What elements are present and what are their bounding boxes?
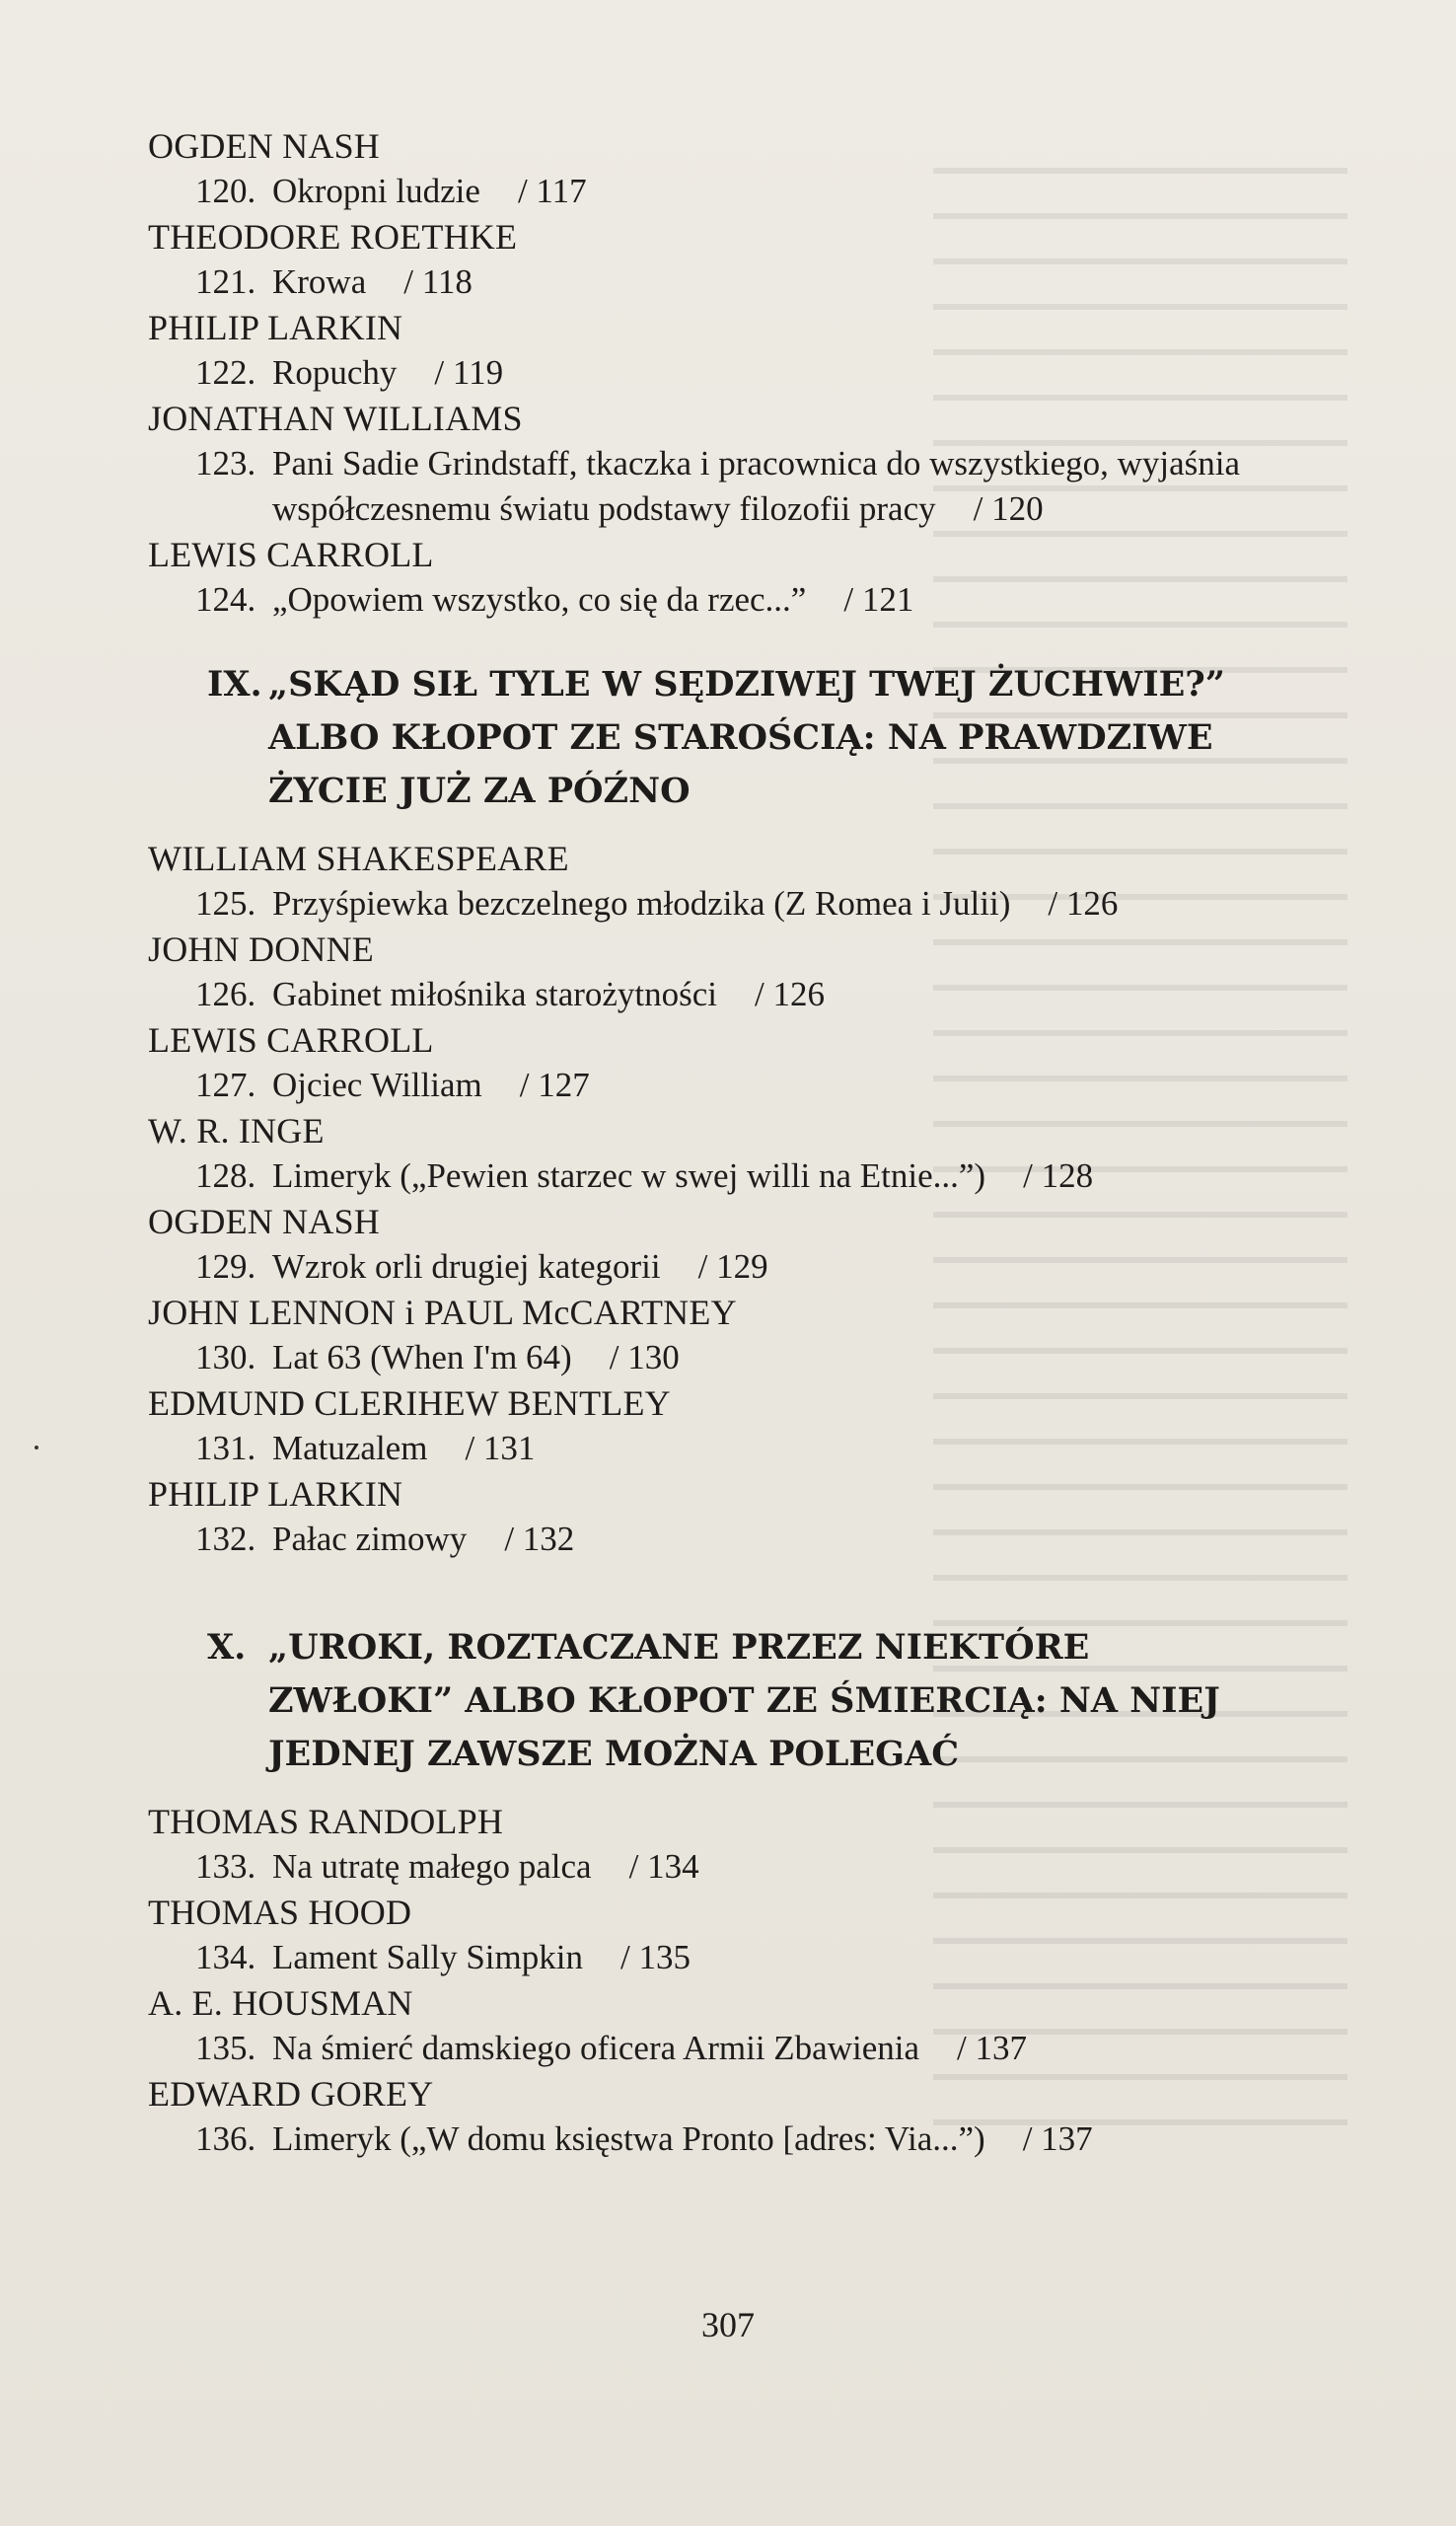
- poem-number: 136.: [195, 2119, 256, 2158]
- poem-title: Pałac zimowy: [272, 1520, 468, 1558]
- page-reference: [518, 172, 587, 210]
- page-number: 130: [627, 1338, 680, 1376]
- toc-entry: [148, 1108, 1263, 1199]
- poem-entry: [148, 1426, 1263, 1471]
- paper-speck: [35, 1446, 38, 1449]
- toc-entry: [148, 1017, 1263, 1108]
- author-name: LEWIS CARROLL: [148, 1020, 434, 1060]
- poem-number: 132.: [195, 1520, 256, 1558]
- page-reference: [698, 1247, 768, 1286]
- toc-entry: [148, 927, 1263, 1017]
- author-name: OGDEN NASH: [148, 1202, 380, 1241]
- toc-entry: [148, 1199, 1263, 1290]
- poem-entry: [148, 260, 1263, 305]
- poem-entry: [148, 1517, 1263, 1562]
- section-number: IX.: [207, 664, 262, 705]
- page-reference: [629, 1847, 699, 1886]
- page-reference: [620, 1938, 691, 1976]
- poem-number: 120.: [195, 172, 256, 210]
- separator: /: [519, 1066, 530, 1104]
- separator: /: [1023, 1156, 1033, 1195]
- author-name: JONATHAN WILLIAMS: [148, 399, 523, 438]
- poem-number: 125.: [195, 884, 256, 923]
- poem-title: Matuzalem: [272, 1429, 428, 1467]
- section-number: X.: [207, 1627, 247, 1668]
- poem-number: 130.: [195, 1338, 256, 1376]
- separator: /: [957, 2029, 967, 2067]
- separator: /: [697, 1247, 708, 1286]
- page-number: 135: [638, 1938, 691, 1976]
- separator: /: [619, 1938, 630, 1976]
- author-name: PHILIP LARKIN: [148, 1474, 403, 1514]
- separator: /: [403, 262, 413, 301]
- poem-number: 133.: [195, 1847, 256, 1886]
- section-title: „SKĄD SIŁ TYLE W SĘDZIWEJ TWEJ ŻUCHWIE?” ALBO KŁOPOT ZE STAROŚCIĄ: NA PRAWDZIWE ŻYCIE JUŻ ZA PÓŹNO: [268, 664, 1225, 811]
- separator: /: [465, 1429, 475, 1467]
- page-reference: [504, 1520, 574, 1558]
- page-number: 131: [482, 1429, 536, 1467]
- poem-entry: [148, 2117, 1263, 2162]
- page-reference: [1023, 1156, 1093, 1195]
- toc-entry: [148, 1890, 1263, 1980]
- poem-entry: [148, 1844, 1263, 1890]
- separator: /: [973, 489, 983, 528]
- poem-entry: [148, 1063, 1263, 1108]
- poem-number: 131.: [195, 1429, 256, 1467]
- poem-title: Lat 63 (When I'm 64): [272, 1338, 572, 1376]
- page-reference: [755, 975, 825, 1013]
- page-number: 121: [861, 580, 914, 619]
- author-name: THOMAS HOOD: [148, 1893, 412, 1932]
- poem-title: Przyśpiewka bezczelnego młodzika (Z Romea i Julii): [272, 884, 1011, 923]
- page-reference: [1023, 2119, 1093, 2158]
- poem-number: 126.: [195, 975, 256, 1013]
- separator: /: [755, 975, 764, 1013]
- separator: /: [434, 353, 445, 392]
- separator: /: [1048, 884, 1058, 923]
- poem-number: 121.: [195, 262, 256, 301]
- poem-entry: [148, 2026, 1263, 2071]
- poem-number: 128.: [195, 1156, 256, 1195]
- poem-title: Okropni ludzie: [272, 172, 480, 210]
- separator: /: [609, 1338, 619, 1376]
- page-reference: [1048, 884, 1118, 923]
- poem-title: Krowa: [272, 262, 367, 301]
- separator: /: [843, 580, 854, 619]
- toc-entry: [148, 532, 1263, 623]
- poem-entry: [148, 441, 1263, 532]
- page-folio: 307: [701, 2305, 755, 2344]
- page-reference: [465, 1429, 535, 1467]
- poem-title-multiline: [272, 441, 1259, 532]
- page-number: 126: [1065, 884, 1119, 923]
- page-number: 128: [1041, 1156, 1094, 1195]
- page-number: 129: [716, 1247, 768, 1286]
- page-reference: [520, 1066, 590, 1104]
- poem-entry: [148, 1153, 1263, 1199]
- poem-title: Ojciec William: [272, 1066, 482, 1104]
- toc-entry: [148, 1380, 1263, 1471]
- author-name: W. R. INGE: [148, 1111, 325, 1151]
- author-name: LEWIS CARROLL: [148, 535, 434, 574]
- poem-title: Gabinet miłośnika starożytności: [272, 975, 718, 1013]
- poem-entry: [148, 1335, 1263, 1380]
- poem-title: Limeryk („Pewien starzec w swej willi na Etnie...”): [272, 1156, 986, 1195]
- poem-entry: [148, 972, 1263, 1017]
- poem-title: Ropuchy: [272, 353, 398, 392]
- section-title: „UROKI, ROZTACZANE PRZEZ NIEKTÓRE ZWŁOKI” ALBO KŁOPOT ZE ŚMIERCIĄ: NA NIEJ JEDNEJ ZAWSZE MOŻNA POLEGAĆ: [268, 1627, 1220, 1774]
- author-name: A. E. HOUSMAN: [148, 1983, 413, 2023]
- poem-number: 123.: [195, 444, 256, 483]
- toc-entry: [148, 1290, 1263, 1380]
- poem-entry: [148, 577, 1263, 623]
- page-number: 137: [1041, 2119, 1093, 2158]
- toc-entry: [148, 1471, 1263, 1562]
- poem-number: 135.: [195, 2029, 256, 2067]
- page-number: 117: [536, 172, 587, 210]
- author-name: THOMAS RANDOLPH: [148, 1802, 504, 1841]
- page-number: 134: [647, 1847, 699, 1886]
- author-name: WILLIAM SHAKESPEARE: [148, 839, 569, 878]
- toc-entry: [148, 396, 1263, 532]
- author-name: JOHN DONNE: [148, 929, 374, 969]
- separator: /: [628, 1847, 639, 1886]
- poem-entry: [148, 1244, 1263, 1290]
- page-reference: [434, 353, 503, 392]
- page-number: 120: [991, 489, 1044, 528]
- toc-entry: [148, 836, 1263, 927]
- poem-number: 134.: [195, 1938, 256, 1976]
- toc-entry: [148, 1980, 1263, 2071]
- section-heading: [148, 658, 1263, 818]
- separator: /: [517, 172, 528, 210]
- page-reference: [843, 580, 913, 619]
- poem-title: „Opowiem wszystko, co się da rzec...”: [272, 580, 807, 619]
- poem-number: 127.: [195, 1066, 256, 1104]
- poem-title: Na utratę małego palca: [272, 1847, 592, 1886]
- poem-number: 124.: [195, 580, 256, 619]
- section-heading: [148, 1621, 1263, 1781]
- page-number: 137: [975, 2029, 1027, 2067]
- poem-title: Na śmierć damskiego oficera Armii Zbawienia: [272, 2029, 920, 2067]
- page-number: 119: [452, 353, 504, 392]
- poem-number: 129.: [195, 1247, 256, 1286]
- page-number: 132: [522, 1520, 575, 1558]
- separator: /: [1022, 2119, 1033, 2158]
- author-name: EDWARD GOREY: [148, 2074, 434, 2114]
- author-name: OGDEN NASH: [148, 126, 380, 166]
- table-of-contents: [148, 123, 1263, 2162]
- toc-entry: [148, 305, 1263, 396]
- poem-entry: [148, 1935, 1263, 1980]
- poem-number: 122.: [195, 353, 256, 392]
- page-number: 127: [538, 1066, 590, 1104]
- page-reference: [610, 1338, 680, 1376]
- author-name: JOHN LENNON i PAUL McCARTNEY: [148, 1293, 737, 1332]
- poem-entry: [148, 350, 1263, 396]
- poem-title: Wzrok orli drugiej kategorii: [272, 1247, 661, 1286]
- poem-title: Lament Sally Simpkin: [272, 1938, 583, 1976]
- separator: /: [504, 1520, 515, 1558]
- author-name: PHILIP LARKIN: [148, 308, 403, 347]
- poem-title: Pani Sadie Grindstaff, tkaczka i pracownica do wszystkiego, wyjaśnia współczesnemu światu podstawy filozofii pracy: [272, 444, 1241, 528]
- page-reference: [974, 489, 1044, 528]
- page-reference: [957, 2029, 1027, 2067]
- page-number: 118: [421, 262, 473, 301]
- poem-entry: [148, 881, 1263, 927]
- toc-entry: [148, 214, 1263, 305]
- page-number: 126: [772, 975, 826, 1013]
- author-name: EDMUND CLERIHEW BENTLEY: [148, 1383, 671, 1423]
- page-reference: [403, 262, 473, 301]
- author-name: THEODORE ROETHKE: [148, 217, 518, 257]
- toc-entry: [148, 123, 1263, 214]
- poem-entry: [148, 169, 1263, 214]
- toc-entry: [148, 1799, 1263, 1890]
- toc-entry: [148, 2071, 1263, 2162]
- poem-title: Limeryk („W domu księstwa Pronto [adres: Via...”): [272, 2119, 985, 2158]
